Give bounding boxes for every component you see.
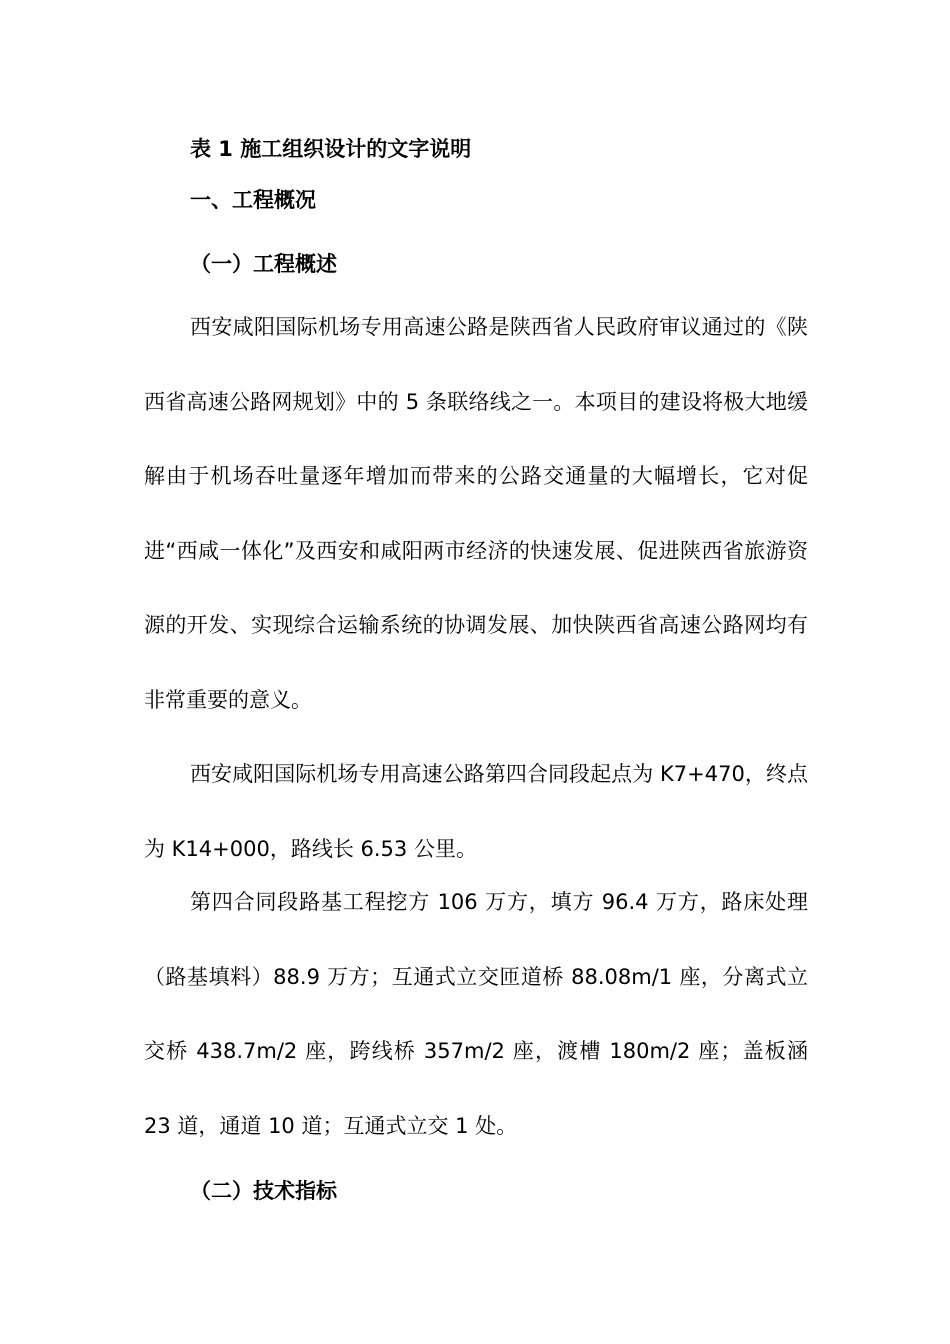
paragraph-route-range: 西安咸阳国际机场专用高速公路第四合同段起点为 K7+470，终点为 K14+000，路线长 6.53 公里。 [144, 762, 808, 861]
subsection-heading-technical-indicators: （二）技术指标 [190, 1179, 337, 1203]
section-heading-overview: 一、工程概况 [190, 188, 316, 212]
subsection-heading-summary: （一）工程概述 [190, 252, 337, 276]
paragraph-work-quantities: 第四合同段路基工程挖方 106 万方，填方 96.4 万方，路床处理（路基填料）88.9 万方；互通式立交匝道桥 88.08m/1 座，分离式立交桥 438.7m/2 座，跨线桥 357m/2 座，渡槽 180m/2 座；盖板涵 23 道，通道 10 道；互通式立交 1 处。 [144, 890, 808, 1138]
document-title: 表 1 施工组织设计的文字说明 [190, 137, 472, 161]
paragraph-project-background: 西安咸阳国际机场专用高速公路是陕西省人民政府审议通过的《陕西省高速公路网规划》中的 5 条联络线之一。本项目的建设将极大地缓解由于机场吞吐量逐年增加而带来的公路交通量的大幅增长，它对促进“西咸一体化”及西安和咸阳两市经济的快速发展、促进陕西省旅游资源的开发、实现综合运输系统的协调发展、加快陕西省高速公路网均有非常重要的意义。 [144, 315, 808, 712]
